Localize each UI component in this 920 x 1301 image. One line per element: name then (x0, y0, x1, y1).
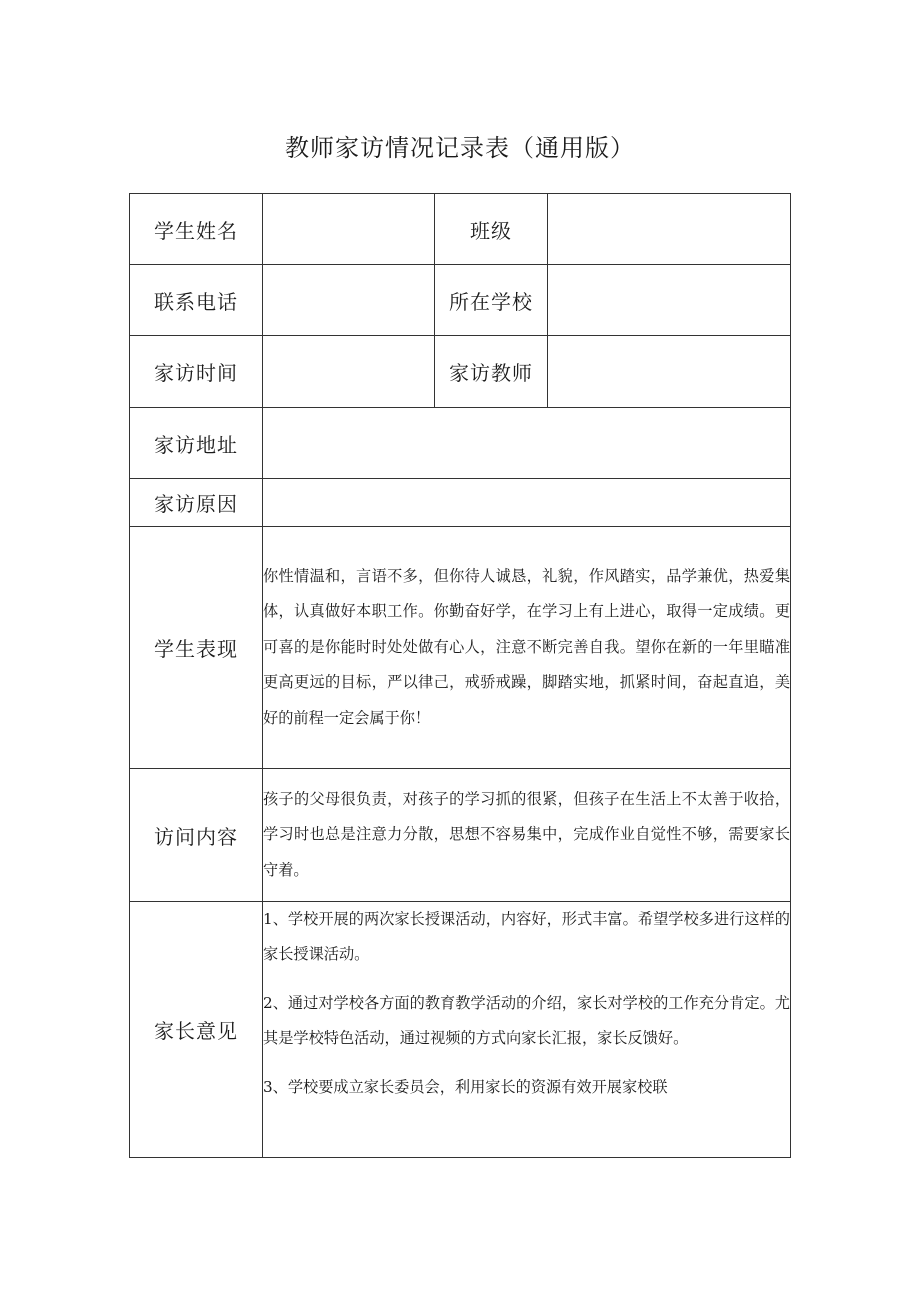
visit-reason-value[interactable] (263, 479, 791, 527)
phone-label: 联系电话 (130, 265, 263, 336)
visit-time-value[interactable] (263, 336, 435, 408)
parent-opinion-label: 家长意见 (130, 902, 263, 1158)
page-title: 教师家访情况记录表（通用版） (285, 134, 635, 162)
visit-time-label: 家访时间 (130, 336, 263, 408)
visit-content-text: 孩子的父母很负责，对孩子的学习抓的很紧，但孩子在生活上不太善于收拾，学习时也总是注意力分散，思想不容易集中，完成作业自觉性不够，需要家长守着。 (263, 769, 791, 902)
row-performance (130, 527, 791, 769)
student-name-value[interactable] (263, 194, 435, 265)
row-visit-time (130, 336, 791, 408)
row-student-name (130, 194, 791, 265)
school-value[interactable] (548, 265, 791, 336)
row-visit-reason (130, 479, 791, 527)
parent-opinion-item: 1、学校开展的两次家长授课活动，内容好，形式丰富。希望学校多进行这样的家长授课活动。 (263, 910, 790, 963)
school-label: 所在学校 (435, 265, 548, 336)
parent-opinion-item: 3、学校要成立家长委员会，利用家长的资源有效开展家校联 (263, 1078, 668, 1096)
student-name-label: 学生姓名 (130, 194, 263, 265)
row-parent-opinion (130, 902, 791, 1158)
performance-label: 学生表现 (130, 527, 263, 769)
visit-content-label: 访问内容 (130, 769, 263, 902)
visit-address-value[interactable] (263, 408, 791, 479)
class-label: 班级 (435, 194, 548, 265)
row-visit-content (130, 769, 791, 902)
visit-teacher-value[interactable] (548, 336, 791, 408)
row-visit-address (130, 408, 791, 479)
performance-text: 你性情温和，言语不多，但你待人诚恳，礼貌，作风踏实，品学兼优，热爱集体，认真做好本职工作。你勤奋好学，在学习上有上进心，取得一定成绩。更可喜的是你能时时处处做有心人，注意不断完善自我。望你在新的一年里瞄准更高更远的目标，严以律己，戒骄戒躁，脚踏实地，抓紧时间，奋起直追，美好的前程一定会属于你！ (263, 527, 791, 769)
class-value[interactable] (548, 194, 791, 265)
row-phone (130, 265, 791, 336)
visit-address-label: 家访地址 (130, 408, 263, 479)
visit-record-table (129, 193, 791, 1158)
visit-teacher-label: 家访教师 (435, 336, 548, 408)
visit-reason-label: 家访原因 (130, 479, 263, 527)
parent-opinion-cell (263, 902, 791, 1158)
parent-opinion-item: 2、通过对学校各方面的教育教学活动的介绍，家长对学校的工作充分肯定。尤其是学校特色活动，通过视频的方式向家长汇报，家长反馈好。 (263, 994, 790, 1047)
phone-value[interactable] (263, 265, 435, 336)
